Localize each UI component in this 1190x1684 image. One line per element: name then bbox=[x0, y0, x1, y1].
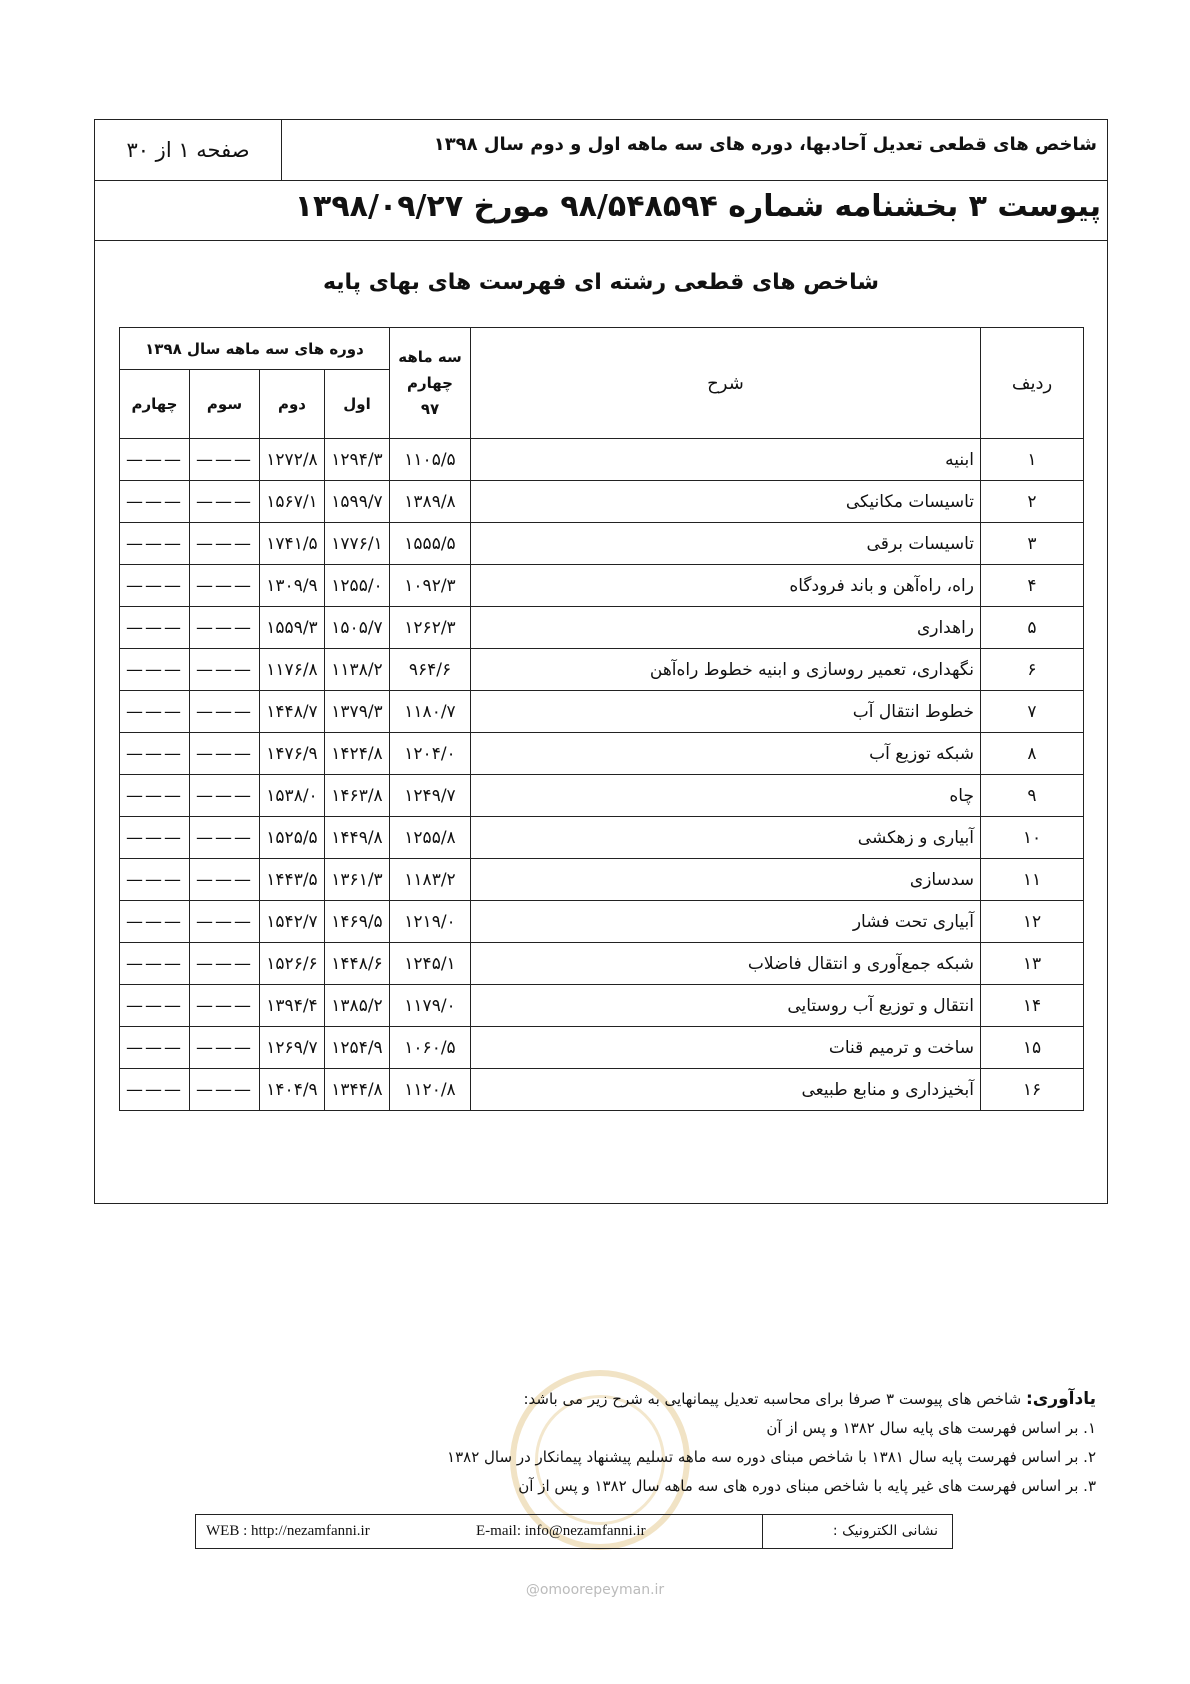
note-label: یادآوری: bbox=[1025, 1389, 1096, 1409]
row-description: آبخیزداری و منابع طبیعی bbox=[471, 1069, 981, 1111]
value-q1: ۱۳۴۴/۸ bbox=[325, 1069, 390, 1111]
email-link[interactable]: E-mail: info@nezamfanni.ir bbox=[476, 1523, 646, 1539]
value-q4: ——— bbox=[120, 1069, 190, 1111]
value-q2: ۱۴۰۴/۹ bbox=[260, 1069, 325, 1111]
value-q4-97: ۱۲۰۴/۰ bbox=[390, 733, 471, 775]
value-q4: ——— bbox=[120, 901, 190, 943]
value-q2: ۱۴۴۳/۵ bbox=[260, 859, 325, 901]
value-q1: ۱۱۳۸/۲ bbox=[325, 649, 390, 691]
value-q3: ——— bbox=[190, 523, 260, 565]
row-description: تاسیسات مکانیکی bbox=[471, 481, 981, 523]
row-description: ساخت و ترمیم قنات bbox=[471, 1027, 981, 1069]
value-q4: ——— bbox=[120, 565, 190, 607]
row-description: راه، راه‌آهن و باند فرودگاه bbox=[471, 565, 981, 607]
row-number: ۱۰ bbox=[981, 817, 1084, 859]
value-q1: ۱۴۴۹/۸ bbox=[325, 817, 390, 859]
value-q4-97: ۱۲۵۵/۸ bbox=[390, 817, 471, 859]
row-number: ۱۴ bbox=[981, 985, 1084, 1027]
value-q2: ۱۴۴۸/۷ bbox=[260, 691, 325, 733]
row-number: ۱۶ bbox=[981, 1069, 1084, 1111]
value-q2: ۱۵۲۶/۶ bbox=[260, 943, 325, 985]
footer-watermark-text: @omoorepeyman.ir bbox=[525, 1582, 665, 1598]
table-row bbox=[120, 481, 1084, 523]
header-q3: سوم bbox=[190, 370, 260, 439]
value-q1: ۱۲۵۴/۹ bbox=[325, 1027, 390, 1069]
value-q1: ۱۵۰۵/۷ bbox=[325, 607, 390, 649]
value-q4-97: ۹۶۴/۶ bbox=[390, 649, 471, 691]
row-number: ۱ bbox=[981, 439, 1084, 481]
value-q2: ۱۴۷۶/۹ bbox=[260, 733, 325, 775]
value-q1: ۱۷۷۶/۱ bbox=[325, 523, 390, 565]
document-title: شاخص های قطعی تعدیل آحادبها، دوره های سه ماهه اول و دوم سال ۱۳۹۸ bbox=[433, 134, 1097, 155]
value-q2: ۱۱۷۶/۸ bbox=[260, 649, 325, 691]
row-description: آبیاری تحت فشار bbox=[471, 901, 981, 943]
value-q4-97: ۱۱۲۰/۸ bbox=[390, 1069, 471, 1111]
header-q4: چهارم bbox=[120, 370, 190, 439]
value-q3: ——— bbox=[190, 859, 260, 901]
value-q1: ۱۳۸۵/۲ bbox=[325, 985, 390, 1027]
table-row bbox=[120, 607, 1084, 649]
value-q3: ——— bbox=[190, 817, 260, 859]
value-q3: ——— bbox=[190, 985, 260, 1027]
row-description: انتقال و توزیع آب روستایی bbox=[471, 985, 981, 1027]
header-desc: شرح bbox=[471, 328, 981, 439]
value-q1: ۱۴۶۳/۸ bbox=[325, 775, 390, 817]
row-number: ۷ bbox=[981, 691, 1084, 733]
note-item: ۲. بر اساس فهرست پایه سال ۱۳۸۱ با شاخص مبنای دوره سه ماهه تسلیم پیشنهاد پیمانکار در سال ۱۳۸۲ bbox=[447, 1448, 1096, 1466]
document-frame bbox=[94, 119, 1108, 1204]
table-row bbox=[120, 1069, 1084, 1111]
row-description: خطوط انتقال آب bbox=[471, 691, 981, 733]
value-q2: ۱۳۰۹/۹ bbox=[260, 565, 325, 607]
row-description: شبکه جمع‌آوری و انتقال فاضلاب bbox=[471, 943, 981, 985]
value-q3: ——— bbox=[190, 1027, 260, 1069]
row-number: ۴ bbox=[981, 565, 1084, 607]
note-item: ۳. بر اساس فهرست های غیر پایه با شاخص مبنای دوره های سه ماهه سال ۱۳۸۲ و پس از آن bbox=[518, 1477, 1096, 1495]
table-row bbox=[120, 985, 1084, 1027]
value-q3: ——— bbox=[190, 733, 260, 775]
value-q2: ۱۵۴۲/۷ bbox=[260, 901, 325, 943]
value-q3: ——— bbox=[190, 649, 260, 691]
row-description: تاسیسات برقی bbox=[471, 523, 981, 565]
value-q4-97: ۱۵۵۵/۵ bbox=[390, 523, 471, 565]
value-q1: ۱۴۴۸/۶ bbox=[325, 943, 390, 985]
value-q3: ——— bbox=[190, 1069, 260, 1111]
index-table bbox=[119, 327, 1084, 1111]
table-subtitle: شاخص های قطعی رشته ای فهرست های بهای پایه bbox=[322, 270, 880, 295]
value-q4: ——— bbox=[120, 523, 190, 565]
value-q4-97: ۱۱۸۳/۲ bbox=[390, 859, 471, 901]
value-q2: ۱۲۶۹/۷ bbox=[260, 1027, 325, 1069]
value-q4-97: ۱۱۸۰/۷ bbox=[390, 691, 471, 733]
value-q1: ۱۳۶۱/۳ bbox=[325, 859, 390, 901]
row-number: ۹ bbox=[981, 775, 1084, 817]
table-row bbox=[120, 1027, 1084, 1069]
value-q4: ——— bbox=[120, 943, 190, 985]
value-q3: ——— bbox=[190, 565, 260, 607]
value-q3: ——— bbox=[190, 481, 260, 523]
value-q4: ——— bbox=[120, 733, 190, 775]
contact-label: نشانی الکترونیک : bbox=[762, 1515, 952, 1548]
value-q3: ——— bbox=[190, 607, 260, 649]
row-number: ۶ bbox=[981, 649, 1084, 691]
value-q1: ۱۵۹۹/۷ bbox=[325, 481, 390, 523]
row-description: راهداری bbox=[471, 607, 981, 649]
value-q2: ۱۵۶۷/۱ bbox=[260, 481, 325, 523]
value-q4: ——— bbox=[120, 1027, 190, 1069]
header-q4-97: سه ماهه چهارم ۹۷ bbox=[390, 328, 471, 439]
value-q4: ——— bbox=[120, 817, 190, 859]
value-q2: ۱۳۹۴/۴ bbox=[260, 985, 325, 1027]
web-link[interactable]: WEB : http://nezamfanni.ir bbox=[206, 1523, 370, 1539]
value-q1: ۱۲۹۴/۳ bbox=[325, 439, 390, 481]
note-intro: شاخص های پیوست ۳ صرفا برای محاسبه تعدیل پیمانهایی به شرح زیر می باشد: bbox=[523, 1390, 1026, 1408]
page-number: صفحه ۱ از ۳۰ bbox=[95, 120, 282, 180]
value-q4-97: ۱۰۶۰/۵ bbox=[390, 1027, 471, 1069]
value-q1: ۱۴۲۴/۸ bbox=[325, 733, 390, 775]
value-q2: ۱۵۵۹/۳ bbox=[260, 607, 325, 649]
value-q1: ۱۳۷۹/۳ bbox=[325, 691, 390, 733]
row-description: ابنیه bbox=[471, 439, 981, 481]
reminder-note bbox=[116, 1385, 1096, 1501]
value-q4: ——— bbox=[120, 775, 190, 817]
row-number: ۳ bbox=[981, 523, 1084, 565]
value-q3: ——— bbox=[190, 943, 260, 985]
value-q4-97: ۱۲۴۵/۱ bbox=[390, 943, 471, 985]
value-q2: ۱۵۲۵/۵ bbox=[260, 817, 325, 859]
row-number: ۱۵ bbox=[981, 1027, 1084, 1069]
value-q4: ——— bbox=[120, 691, 190, 733]
table-row bbox=[120, 523, 1084, 565]
circular-row bbox=[95, 180, 1107, 241]
note-item: ۱. بر اساس فهرست های پایه سال ۱۳۸۲ و پس از آن bbox=[766, 1419, 1096, 1437]
row-number: ۱۱ bbox=[981, 859, 1084, 901]
row-description: شبکه توزیع آب bbox=[471, 733, 981, 775]
row-description: چاه bbox=[471, 775, 981, 817]
header-q2: دوم bbox=[260, 370, 325, 439]
value-q3: ——— bbox=[190, 691, 260, 733]
value-q3: ——— bbox=[190, 439, 260, 481]
table-row bbox=[120, 775, 1084, 817]
value-q4-97: ۱۳۸۹/۸ bbox=[390, 481, 471, 523]
table-row bbox=[120, 733, 1084, 775]
value-q4-97: ۱۲۶۲/۳ bbox=[390, 607, 471, 649]
value-q2: ۱۵۳۸/۰ bbox=[260, 775, 325, 817]
row-number: ۲ bbox=[981, 481, 1084, 523]
value-q4: ——— bbox=[120, 481, 190, 523]
row-description: نگهداری، تعمیر روسازی و ابنیه خطوط راه‌آهن bbox=[471, 649, 981, 691]
value-q4: ——— bbox=[120, 985, 190, 1027]
row-number: ۱۲ bbox=[981, 901, 1084, 943]
value-q4-97: ۱۱۰۵/۵ bbox=[390, 439, 471, 481]
table-row bbox=[120, 817, 1084, 859]
table-row bbox=[120, 859, 1084, 901]
value-q4: ——— bbox=[120, 439, 190, 481]
row-number: ۸ bbox=[981, 733, 1084, 775]
value-q3: ——— bbox=[190, 901, 260, 943]
contact-box bbox=[195, 1514, 953, 1549]
value-q4-97: ۱۰۹۲/۳ bbox=[390, 565, 471, 607]
header-radif: ردیف bbox=[981, 328, 1084, 439]
value-q4-97: ۱۲۱۹/۰ bbox=[390, 901, 471, 943]
value-q4-97: ۱۱۷۹/۰ bbox=[390, 985, 471, 1027]
value-q4: ——— bbox=[120, 649, 190, 691]
row-description: سدسازی bbox=[471, 859, 981, 901]
row-description: آبیاری و زهکشی bbox=[471, 817, 981, 859]
value-q4: ——— bbox=[120, 859, 190, 901]
value-q3: ——— bbox=[190, 775, 260, 817]
row-number: ۵ bbox=[981, 607, 1084, 649]
header-q1: اول bbox=[325, 370, 390, 439]
table-row bbox=[120, 691, 1084, 733]
value-q1: ۱۴۶۹/۵ bbox=[325, 901, 390, 943]
value-q1: ۱۲۵۵/۰ bbox=[325, 565, 390, 607]
table-row bbox=[120, 943, 1084, 985]
table-row bbox=[120, 565, 1084, 607]
table-row bbox=[120, 439, 1084, 481]
value-q2: ۱۷۴۱/۵ bbox=[260, 523, 325, 565]
header-row bbox=[95, 120, 1107, 181]
value-q4-97: ۱۲۴۹/۷ bbox=[390, 775, 471, 817]
table-row bbox=[120, 901, 1084, 943]
row-number: ۱۳ bbox=[981, 943, 1084, 985]
value-q2: ۱۲۷۲/۸ bbox=[260, 439, 325, 481]
value-q4: ——— bbox=[120, 607, 190, 649]
header-1398-group: دوره های سه ماهه سال ۱۳۹۸ bbox=[120, 328, 390, 370]
circular-title: پیوست ۳ بخشنامه شماره ۹۸/۵۴۸۵۹۴ مورخ ۱۳۹۸/۰۹/۲۷ bbox=[294, 189, 1101, 224]
table-row bbox=[120, 649, 1084, 691]
